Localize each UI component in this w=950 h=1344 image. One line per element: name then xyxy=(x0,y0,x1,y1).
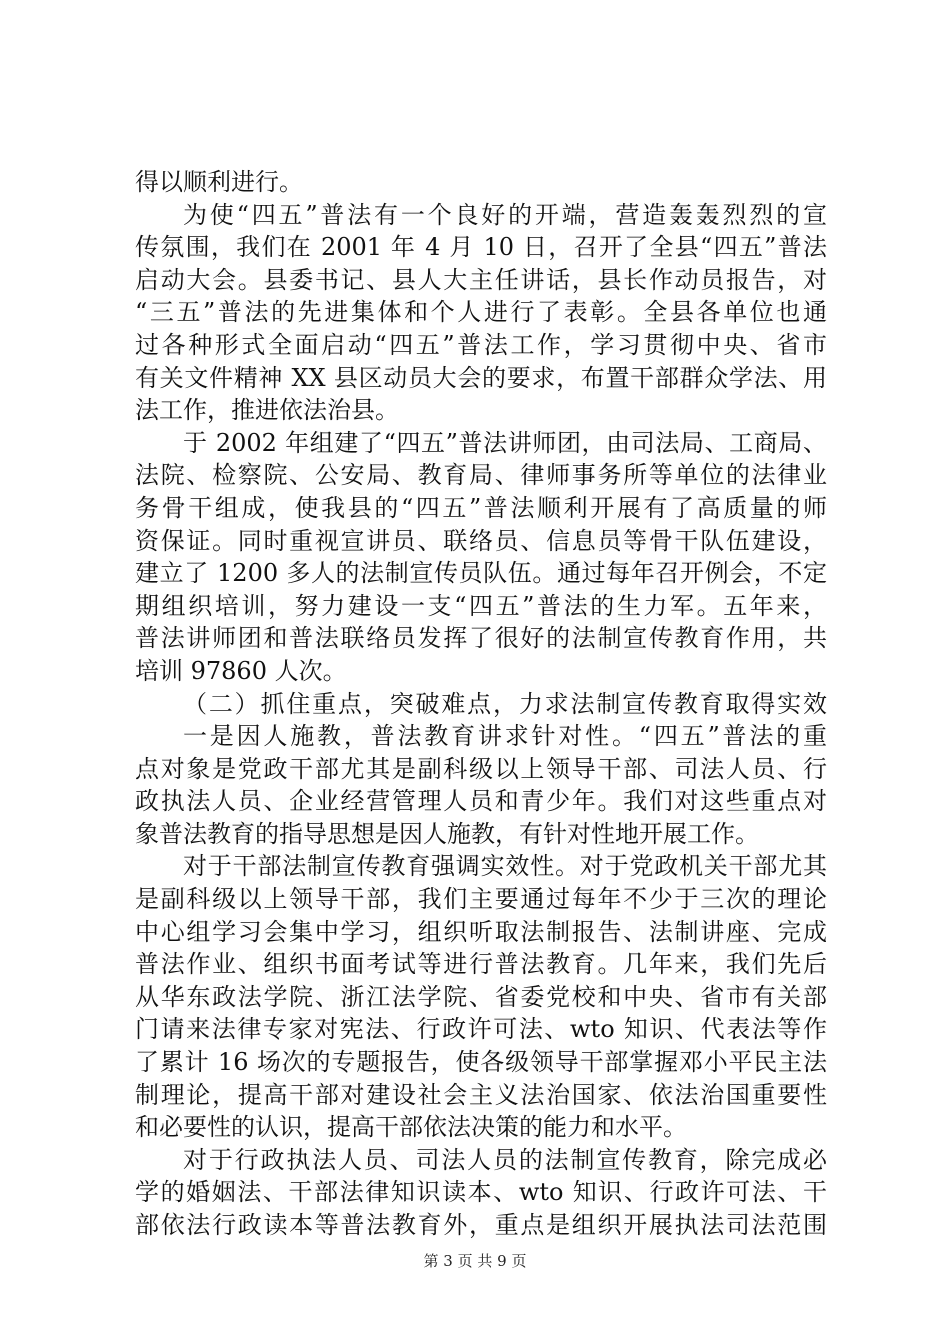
text-line: 普法讲师团和普法联络员发挥了很好的法制宣传教育作用，共 xyxy=(135,624,827,653)
text-line: 资保证。同时重视宣讲员、联络员、信息员等骨干队伍建设， xyxy=(135,526,827,555)
text-line: 和必要性的认识，提高干部依法决策的能力和水平。 xyxy=(135,1113,687,1142)
text-line: 期组织培训，努力建设一支“四五”普法的生力军。五年来， xyxy=(135,591,827,620)
text-line: 点对象是党政干部尤其是副科级以上领导干部、司法人员、行 xyxy=(135,754,827,783)
text-line: 法院、检察院、公安局、教育局、律师事务所等单位的法律业 xyxy=(135,461,827,490)
page-footer: 第 3 页 共 9 页 xyxy=(423,1252,527,1270)
text-line: 中心组学习会集中学习，组织听取法制报告、法制讲座、完成 xyxy=(135,917,827,946)
text-line: 得以顺利进行。 xyxy=(135,168,303,196)
text-line: 传氛围，我们在 2001 年 4 月 10 日，召开了全县“四五”普法 xyxy=(135,233,827,262)
text-line: 部依法行政读本等普法教育外，重点是组织开展执法司法范围 xyxy=(135,1211,827,1239)
text-line: 对于行政执法人员、司法人员的法制宣传教育，除完成必 xyxy=(183,1145,827,1174)
text-line: 学的婚姻法、干部法律知识读本、wto 知识、行政许可法、干 xyxy=(135,1178,827,1207)
text-line: （二）抓住重点，突破难点，力求法制宣传教育取得实效 xyxy=(183,689,827,718)
text-line: 过各种形式全面启动“四五”普法工作，学习贯彻中央、省市 xyxy=(135,330,827,359)
text-line: 有关文件精神 XX 县区动员大会的要求，布置干部群众学法、用 xyxy=(135,363,827,392)
text-line: 制理论，提高干部对建设社会主义法治国家、依法治国重要性 xyxy=(135,1080,827,1109)
text-line: 从华东政法学院、浙江法学院、省委党校和中央、省市有关部 xyxy=(135,982,827,1011)
text-line: 普法作业、组织书面考试等进行普法教育。几年来，我们先后 xyxy=(135,950,827,979)
text-line: 是副科级以上领导干部，我们主要通过每年不少于三次的理论 xyxy=(135,885,827,914)
text-line: 务骨干组成，使我县的“四五”普法顺利开展有了高质量的师 xyxy=(135,493,827,522)
text-line: 培训 97860 人次。 xyxy=(135,656,347,685)
text-line: “三五”普法的先进集体和个人进行了表彰。全县各单位也通 xyxy=(135,298,827,327)
text-line: 了累计 16 场次的专题报告，使各级领导干部掌握邓小平民主法 xyxy=(135,1048,827,1077)
text-line: 象普法教育的指导思想是因人施教，有针对性地开展工作。 xyxy=(135,819,759,848)
text-line: 启动大会。县委书记、县人大主任讲话，县长作动员报告，对 xyxy=(135,265,827,294)
text-line: 建立了 1200 多人的法制宣传员队伍。通过每年召开例会，不定 xyxy=(135,559,827,588)
text-line: 门请来法律专家对宪法、行政许可法、wto 知识、代表法等作 xyxy=(135,1015,827,1044)
document-body xyxy=(135,166,827,1242)
text-line: 为使“四五”普法有一个良好的开端，营造轰轰烈烈的宣 xyxy=(183,200,827,229)
text-line: 对于干部法制宣传教育强调实效性。对于党政机关干部尤其 xyxy=(183,852,827,881)
text-line: 一是因人施教，普法教育讲求针对性。“四五”普法的重 xyxy=(183,722,827,751)
text-line: 法工作，推进依法治县。 xyxy=(135,396,399,425)
text-line: 政执法人员、企业经营管理人员和青少年。我们对这些重点对 xyxy=(135,787,827,816)
text-line: 于 2002 年组建了“四五”普法讲师团，由司法局、工商局、 xyxy=(183,428,827,457)
